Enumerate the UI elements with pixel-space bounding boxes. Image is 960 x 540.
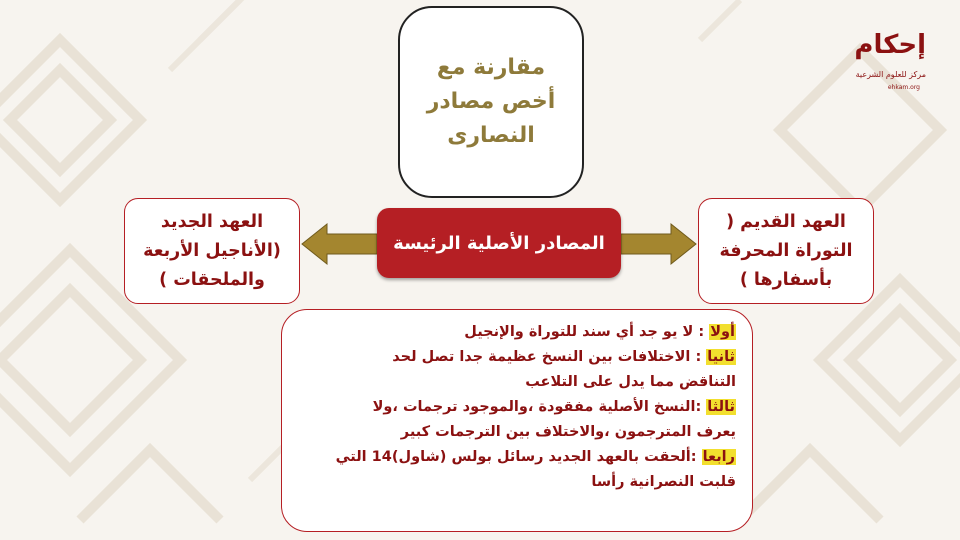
point-text: :النسخ الأصلية مفقودة ،والموجود ترجمات ،ولا [372,399,707,415]
new-testament-box [124,198,300,304]
new-testament-line: والملحقات ) [159,269,265,290]
point-key: رابعا [702,449,735,465]
points-box [281,309,753,532]
logo-wordmark: إحكام [854,30,926,60]
title-line: أخص مصادر [426,89,556,114]
point-line: التناقض مما يدل على التلاعب [525,374,736,390]
point-key: أولا [710,324,735,340]
logo-url: ehkam.org [887,84,920,91]
old-testament-line: بأسفارها ) [739,269,833,290]
point-item [298,445,736,495]
old-testament-line: العهد القديم ( [726,211,846,232]
old-testament-box [698,198,874,304]
center-box [377,208,621,278]
point-item [298,320,736,345]
center-label: المصادر الأصلية الرئيسة [393,232,605,254]
point-item [298,395,736,445]
point-key: ثالثا [707,399,735,415]
new-testament-line: العهد الجديد [160,211,264,232]
left-arrow [302,224,377,264]
new-testament-line: (الأناجيل الأربعة [143,240,281,261]
title-line: النصارى [447,123,535,148]
point-line [298,395,736,420]
title-line: مقارنة مع [436,55,546,80]
logo-subtitle: مركز للعلوم الشرعية [855,70,926,79]
point-line: يعرف المترجمون ،والاختلاف بين الترجمات كبير [400,424,736,440]
point-line [298,445,736,470]
point-text: :ألحقت بالعهد الجديد رسائل بولس (شاول)14 التي [335,449,702,465]
point-text: : الاختلافات بين النسخ عظيمة جدا تصل لحد [392,349,707,365]
point-text: : لا يو جد أي سند للتوراة والإنجيل [464,324,710,340]
point-line: قلبت النصرانية رأسا [591,474,736,490]
old-testament-line: التوراة المحرفة [719,240,853,261]
point-item [298,345,736,395]
point-line [298,345,736,370]
point-key: ثانيا [707,349,735,365]
point-line [298,320,736,345]
right-arrow [621,224,696,264]
